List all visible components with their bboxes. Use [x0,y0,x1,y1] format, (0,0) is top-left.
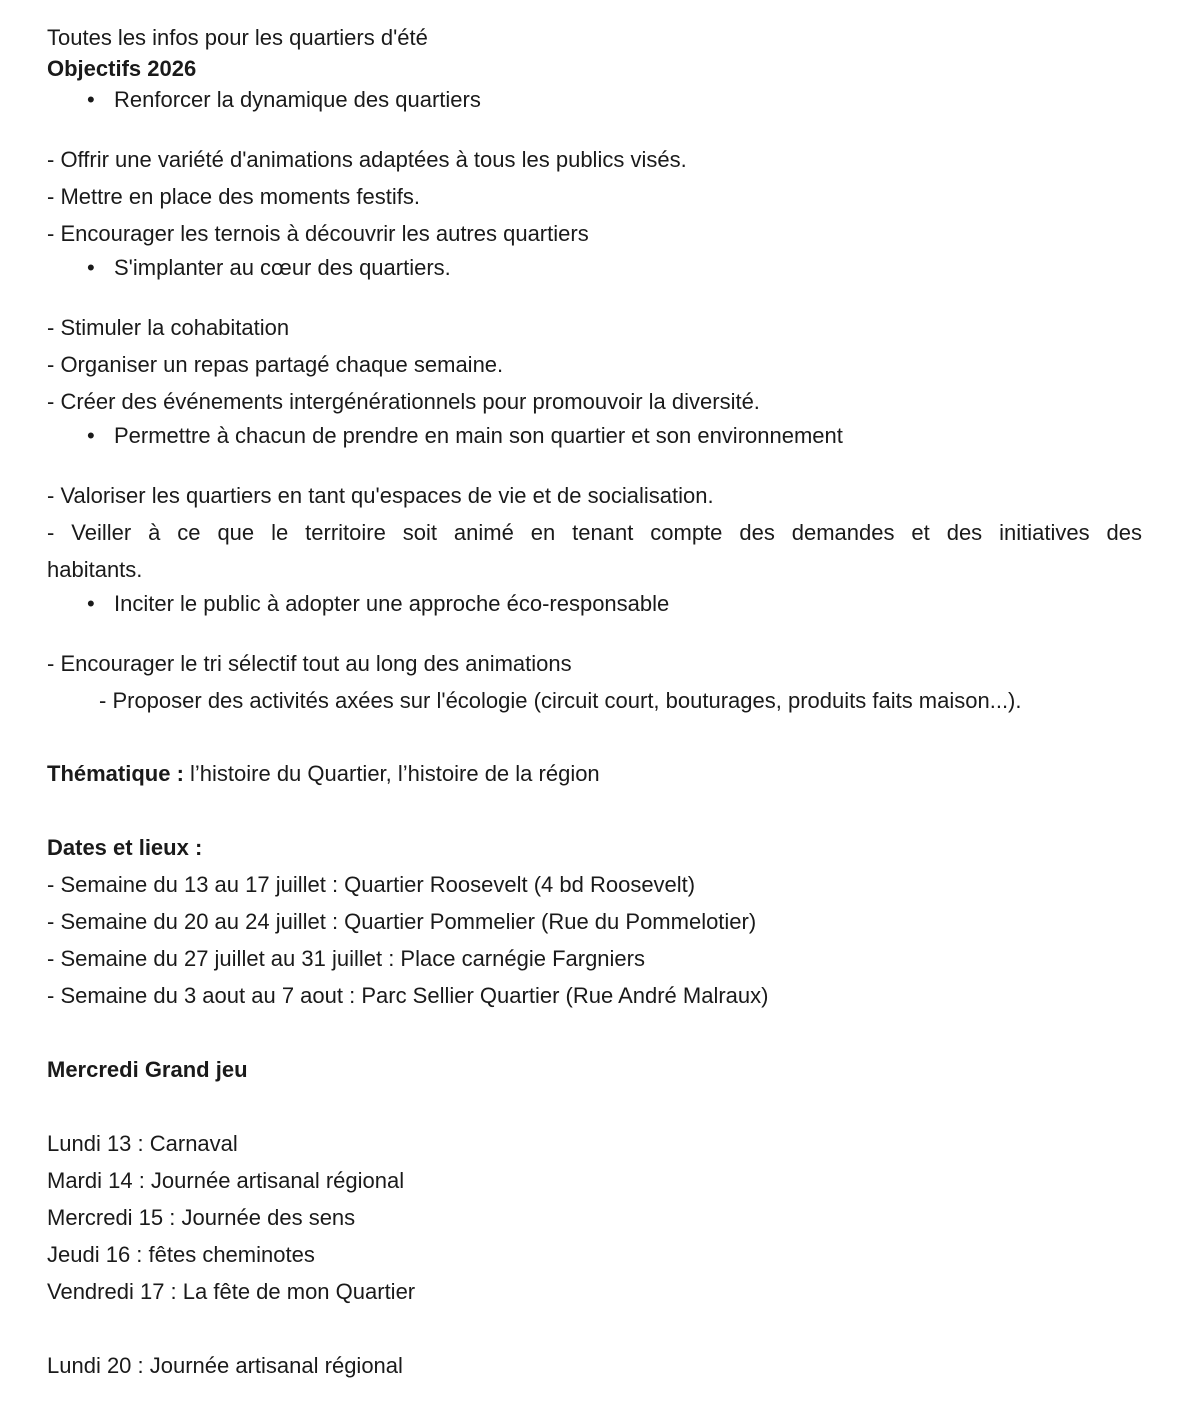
schedule-item: Mercredi 15 : Journée des sens [47,1205,356,1230]
bullet-dot: • [87,591,95,616]
date-item: - Semaine du 20 au 24 juillet : Quartier Pommelier (Rue du Pommelotier) [47,909,757,934]
theme-line [47,755,1142,792]
bullet-dot: • [87,423,95,448]
objective-bullet [47,420,1142,451]
date-item: - Semaine du 27 juillet au 31 juillet : Place carnégie Fargniers [47,946,645,971]
bullet-dot: • [87,87,95,112]
date-item: - Semaine du 13 au 17 juillet : Quartier Roosevelt (4 bd Roosevelt) [47,872,696,897]
objective-item: - Valoriser les quartiers en tant qu'espaces de vie et de socialisation. [47,483,714,508]
schedule-item: Jeudi 16 : fêtes cheminotes [47,1242,315,1267]
objective-bullet [47,84,1142,115]
theme-text: l’histoire du Quartier, l’histoire de la région [183,761,600,786]
objective-item: - Organiser un repas partagé chaque semaine. [47,352,504,377]
objective-item: - Offrir une variété d'animations adaptées à tous les publics visés. [47,147,687,172]
bullet-dot: • [87,255,95,280]
game-heading: Mercredi Grand jeu [47,1057,248,1082]
intro-line: Toutes les infos pour les quartiers d'été [47,25,428,50]
schedule-item: Lundi 20 : Journée artisanal régional [47,1353,403,1378]
objective-item: habitants. [47,557,143,582]
objectives-heading: Objectifs 2026 [47,56,197,81]
schedule-item: Vendredi 17 : La fête de mon Quartier [47,1279,416,1304]
objective-item: - Stimuler la cohabitation [47,315,290,340]
objective-item: - Encourager les ternois à découvrir les autres quartiers [47,221,589,246]
objective-bullet-text: Renforcer la dynamique des quartiers [114,87,481,112]
dates-heading: Dates et lieux : [47,835,203,860]
objective-bullet-text: Inciter le public à adopter une approche éco-responsable [114,591,670,616]
schedule-item: Mardi 14 : Journée artisanal régional [47,1168,405,1193]
objective-item: - Veiller à ce que le territoire soit animé en tenant compte des demandes et des initiatives des [47,520,1142,545]
objective-item: - Proposer des activités axées sur l'écologie (circuit court, bouturages, produits faits maison...). [99,688,1022,713]
objective-item: - Encourager le tri sélectif tout au long des animations [47,651,572,676]
objective-bullet [47,252,1142,283]
objective-item: - Mettre en place des moments festifs. [47,184,420,209]
theme-label: Thématique : [47,761,184,786]
objective-bullet-text: S'implanter au cœur des quartiers. [114,255,451,280]
objective-bullet [47,588,1142,619]
date-item: - Semaine du 3 aout au 7 aout : Parc Sellier Quartier (Rue André Malraux) [47,983,769,1008]
schedule-item: Lundi 13 : Carnaval [47,1131,238,1156]
objective-item: - Créer des événements intergénérationnels pour promouvoir la diversité. [47,389,760,414]
objective-bullet-text: Permettre à chacun de prendre en main son quartier et son environnement [114,423,843,448]
